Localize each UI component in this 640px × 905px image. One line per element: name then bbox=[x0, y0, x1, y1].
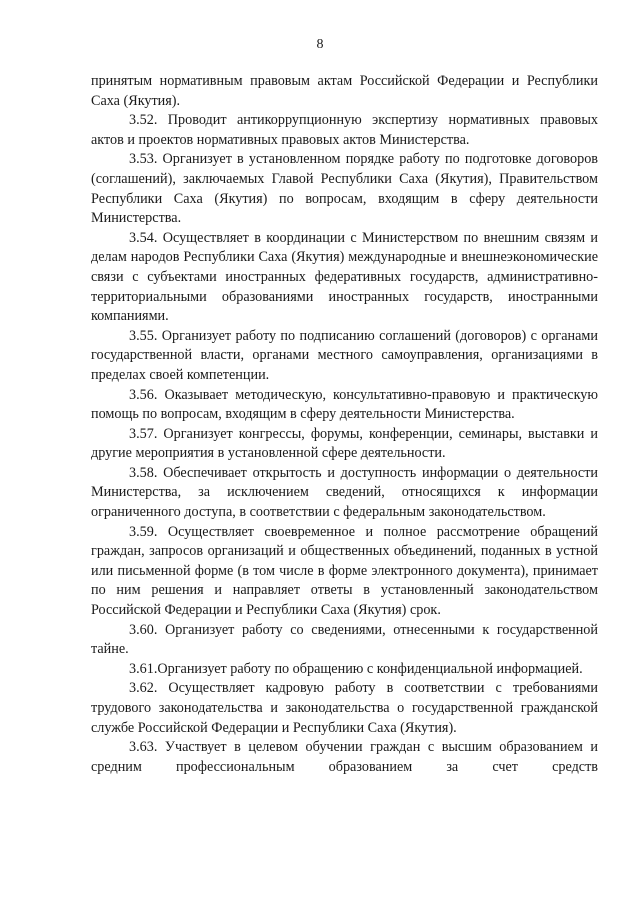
paragraph-3-53: 3.53. Организует в установленном порядке работу по подготовке договоров (соглашений), заключаемых Главой Республики Саха (Якутия), Правительством Республики Саха (Якутия) по вопросам, входящим в сферу деятельности Министерства. bbox=[91, 151, 598, 227]
paragraph-3-54: 3.54. Осуществляет в координации с Министерством по внешним связям и делам народов Республики Саха (Якутия) международные и внешнеэкономические связи с субъектами иностранных федеративных государств, административно-территориальными образованиями иностранных государств, иностранными компаниями. bbox=[91, 229, 598, 325]
paragraph-3-62: 3.62. Осуществляет кадровую работу в соответствии с требованиями трудового законодательства и законодательства о государственной гражданской службе Российской Федерации и Республики Саха (Якутия). bbox=[91, 680, 598, 736]
paragraph-3-63: 3.63. Участвует в целевом обучении граждан с высшим образованием и средним профессиональным образованием за счет средств bbox=[91, 739, 598, 775]
paragraph-3-59: 3.59. Осуществляет своевременное и полное рассмотрение обращений граждан, запросов организаций и общественных объединений, поданных в устной или письменной форме (в том числе в форме электронного документа), принимает по ним решения и направляет ответы в установленный законодательством Российской Федерации и Республики Саха (Якутия) срок. bbox=[91, 523, 598, 619]
paragraph-3-60: 3.60. Организует работу со сведениями, отнесенными к государственной тайне. bbox=[91, 621, 598, 658]
paragraph-3-61: 3.61.Организует работу по обращению с конфиденциальной информацией. bbox=[129, 660, 583, 677]
paragraph-3-58: 3.58. Обеспечивает открытость и доступность информации о деятельности Министерства, за исключением сведений, относящихся к информации ограниченного доступа, в соответствии с федеральным законодательством. bbox=[91, 464, 598, 521]
paragraph-3-57: 3.57. Организует конгрессы, форумы, конференции, семинары, выставки и другие мероприятия в установленной сфере деятельности. bbox=[91, 425, 598, 462]
paragraph-3-56: 3.56. Оказывает методическую, консультативно-правовую и практическую помощь по вопросам, входящим в сферу деятельности Министерства. bbox=[91, 386, 598, 423]
paragraph-continuation: принятым нормативным правовым актам Российской Федерации и Республики Саха (Якутия). bbox=[91, 73, 598, 109]
page-number: 8 bbox=[316, 37, 324, 52]
paragraph-3-55: 3.55. Организует работу по подписанию соглашений (договоров) с органами государственной власти, органами местного самоуправления, организациями в пределах своей компетенции. bbox=[91, 327, 598, 383]
paragraph-3-52: 3.52. Проводит антикоррупционную экспертизу нормативных правовых актов и проектов нормативных правовых актов Министерства. bbox=[91, 112, 598, 148]
document-body bbox=[91, 72, 598, 777]
